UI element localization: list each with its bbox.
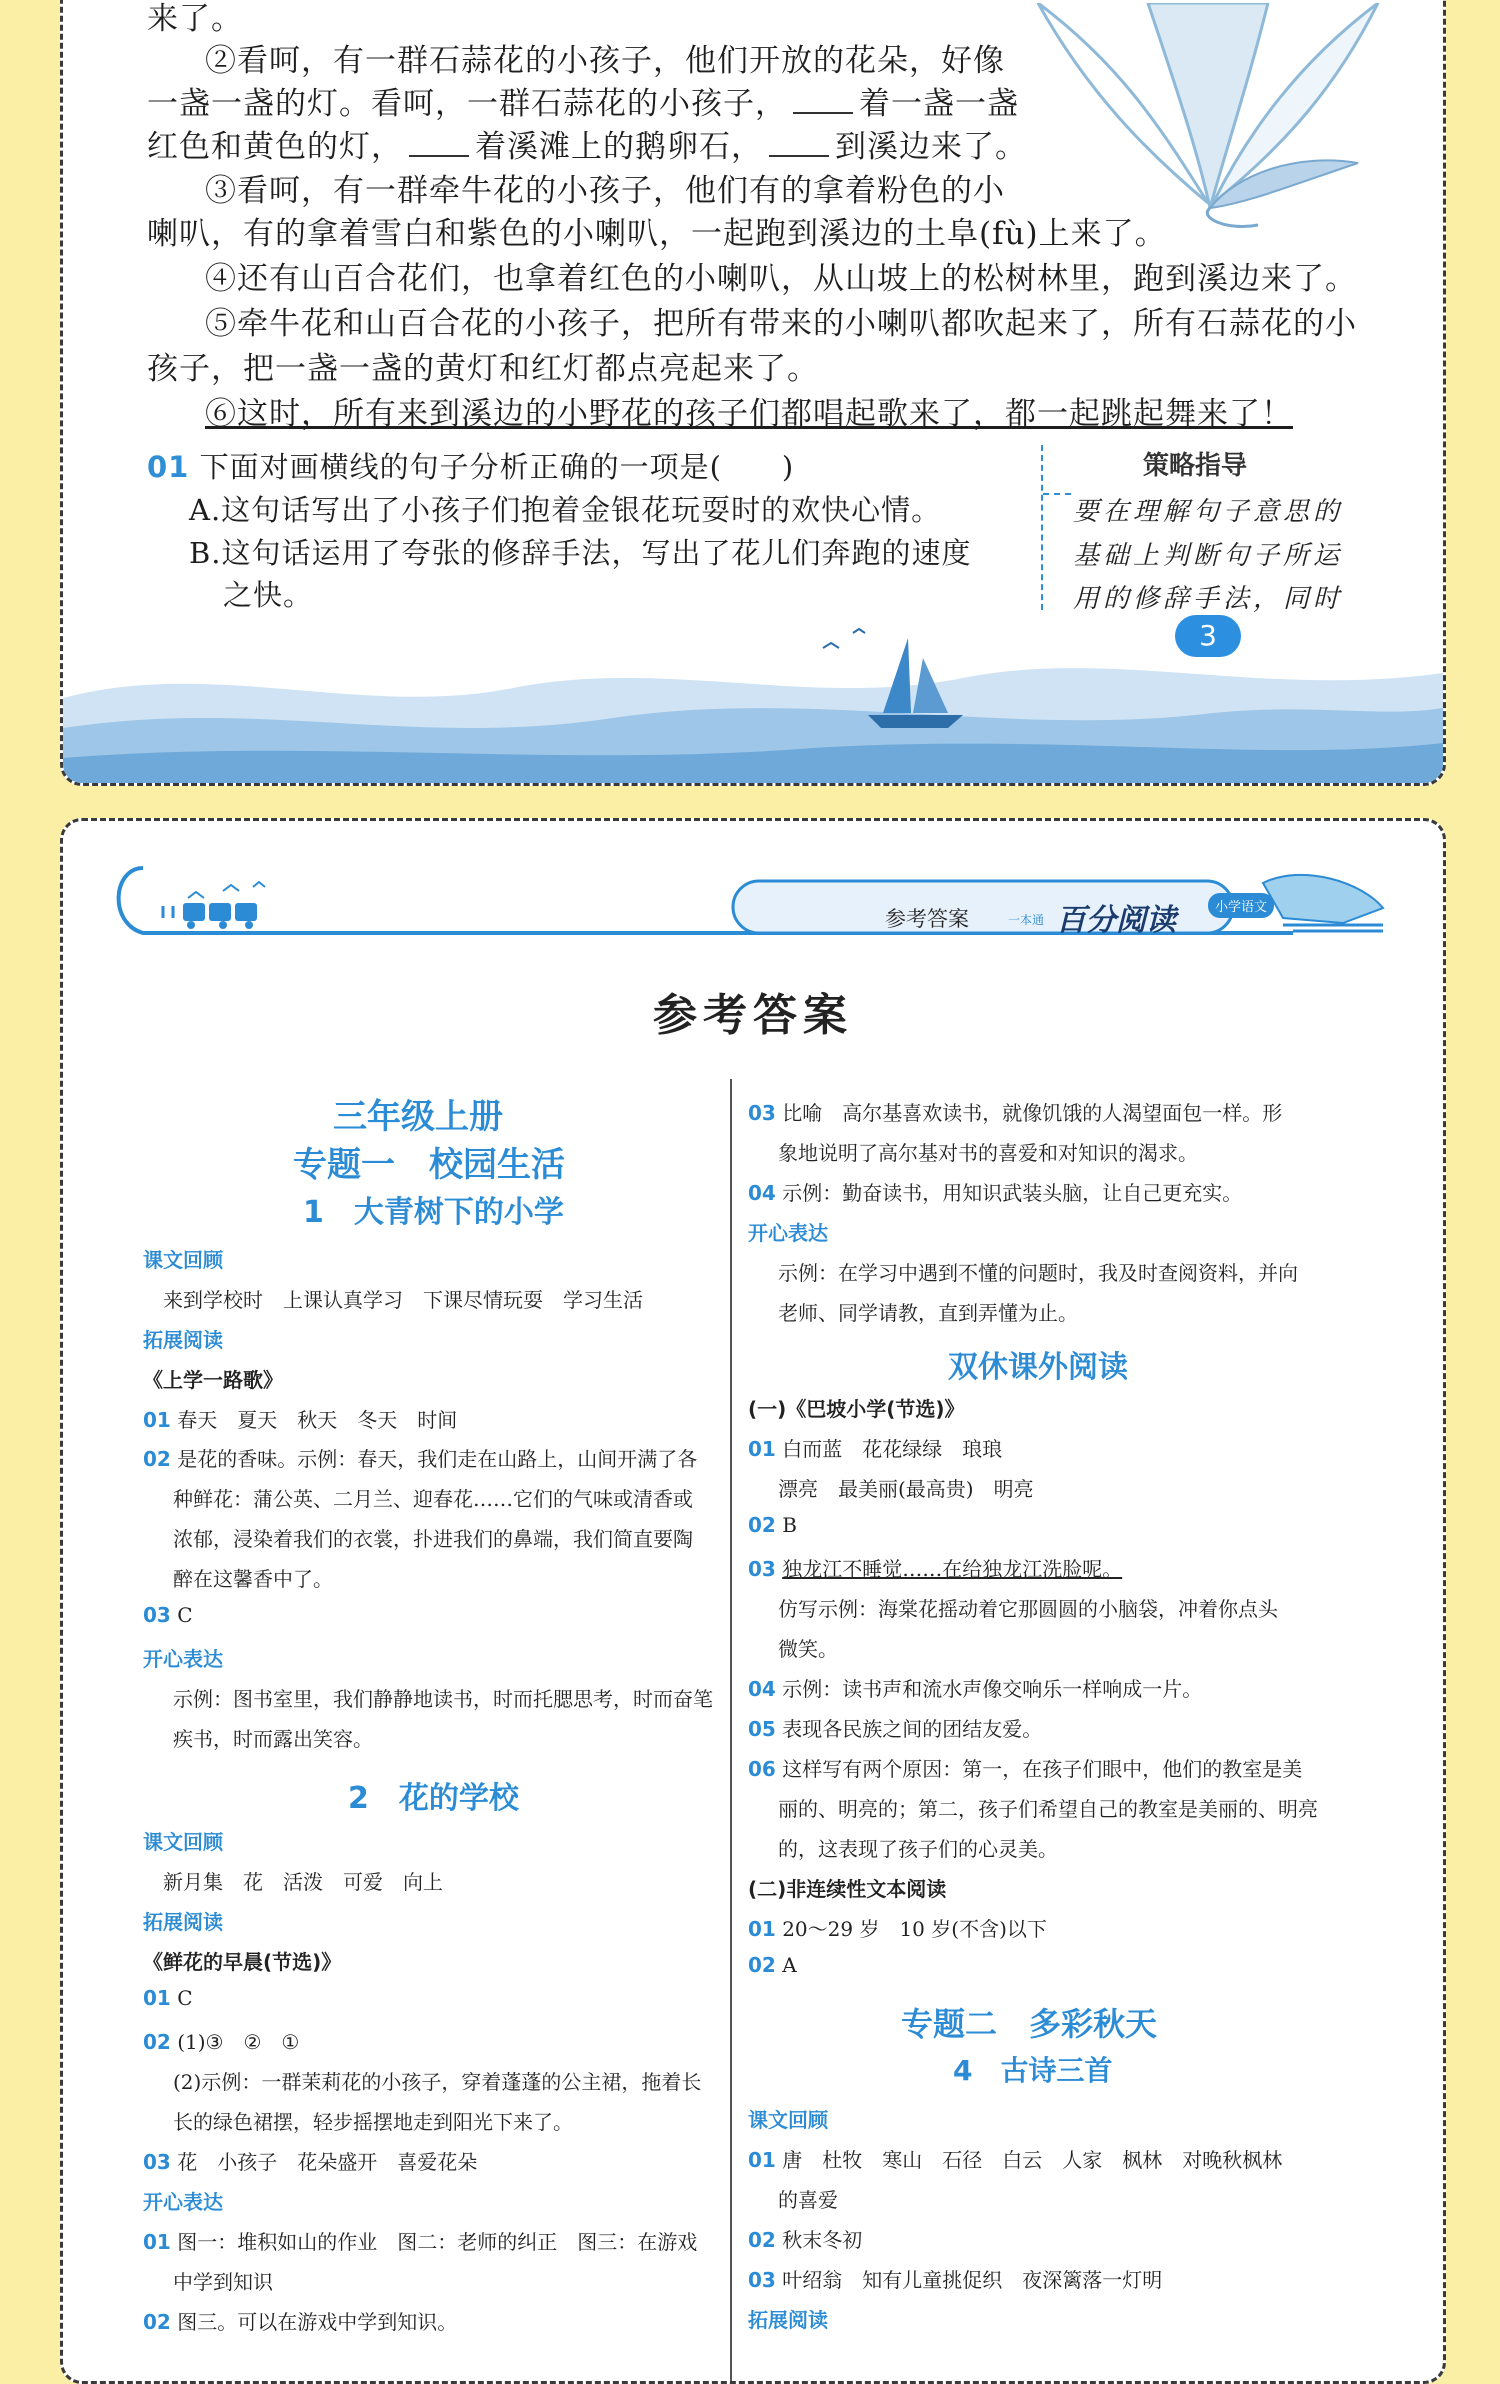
answer-line: [748, 2264, 1162, 2293]
answer-line: [143, 1603, 193, 1627]
answer-number: 01: [748, 2148, 776, 2172]
answer-text: 示例：读书声和流水声像交响乐一样响成一片。: [782, 1677, 1203, 1701]
answer-line: [143, 2306, 457, 2335]
paragraph-line: ⑤牵牛花和山百合花的小孩子，把所有带来的小喇叭都吹起来了，所有石蒜花的小: [205, 306, 1357, 342]
answer-line: [748, 2224, 862, 2253]
answer-line: [748, 1753, 1302, 1782]
question-text: 下面对画横线的句子分析正确的一项是( ): [199, 450, 795, 484]
answer-number: 03: [748, 2268, 776, 2292]
brand-badge: 小学语文: [1208, 893, 1274, 918]
section-label: 拓展阅读: [143, 1910, 223, 1934]
answer-line: 老师、同学请教，直到弄懂为止。: [778, 1301, 1078, 1325]
lily-illustration: [998, 3, 1418, 233]
unit-heading: 专题二 多彩秋天: [901, 2005, 1158, 2043]
section-label: 课文回顾: [143, 1248, 223, 1272]
answer-number: 03: [748, 1101, 776, 1125]
answer-number: 02: [748, 2228, 776, 2252]
paragraph-line: [147, 78, 1019, 123]
answer-line: [748, 1433, 1002, 1462]
paragraph-line: 喇叭，有的拿着雪白和紫色的小喇叭，一起跑到溪边的土阜(fù)上来了。: [147, 216, 1167, 252]
answer-number: 02: [748, 1953, 776, 1977]
page-title: 参考答案: [653, 990, 853, 1041]
paragraph-text: 一盏一盏的灯。看呵，一群石蒜花的小孩子，: [147, 86, 787, 122]
answer-line: [748, 2144, 1282, 2173]
section-label: 拓展阅读: [143, 1328, 223, 1352]
fill-blank[interactable]: [793, 112, 853, 114]
answer-line: (2)示例：一群茉莉花的小孩子，穿着蓬蓬的公主裙，拖着长: [173, 2070, 702, 2094]
answer-text: C: [177, 1986, 193, 2010]
brand-name: 百分阅读: [1056, 903, 1176, 938]
header-label: 参考答案: [885, 907, 969, 931]
answer-number: 02: [143, 2030, 171, 2054]
tip-line: 要在理解句子意思的: [1073, 497, 1344, 527]
answer-number: 02: [748, 1513, 776, 1537]
answer-line: 疾书，时而露出笑容。: [173, 1727, 373, 1751]
tip-divider: [1041, 445, 1043, 610]
answer-number: 04: [748, 1181, 776, 1205]
answer-line: 仿写示例：海棠花摇动着它那圆圆的小脑袋，冲着你点头: [778, 1597, 1278, 1621]
answer-line: 的喜爱: [778, 2188, 838, 2212]
paragraph-text: 着溪滩上的鹅卵石，: [475, 129, 763, 165]
tip-arrow: [1043, 493, 1071, 495]
grade-heading: 三年级上册: [333, 1097, 503, 1137]
answer-text: C: [177, 1603, 193, 1627]
paragraph-line: ②看呵，有一群石蒜花的小孩子，他们开放的花朵，好像: [205, 43, 1005, 79]
answer-number: 01: [143, 2230, 171, 2254]
paragraph-line: 孩子，把一盏一盏的黄灯和红灯都点亮起来了。: [147, 351, 819, 387]
answer-text: (1)③ ② ①: [177, 2030, 300, 2054]
answer-number: 01: [143, 1408, 171, 1432]
answer-number: 03: [143, 2150, 171, 2174]
answer-text: 图三。可以在游戏中学到知识。: [177, 2310, 458, 2334]
answer-text: 白而蓝 花花绿绿 琅琅: [782, 1437, 1003, 1461]
paragraph-line: ④还有山百合花们，也拿着红色的小喇叭，从山坡上的松树林里，跑到溪边来了。: [205, 261, 1357, 297]
answer-text: 这样写有两个原因：第一，在孩子们眼中，他们的教室是美: [782, 1757, 1303, 1781]
answer-line: [748, 1097, 1282, 1126]
answer-line: 示例：在学习中遇到不懂的问题时，我及时查阅资料，并向: [778, 1261, 1298, 1285]
answer-line: [143, 1404, 457, 1433]
tip-title: 策略指导: [1143, 451, 1248, 481]
answer-line: 中学到知识: [173, 2270, 273, 2294]
answer-text: 唐 杜牧 寒山 石径 白云 人家 枫林 对晚秋枫林: [782, 2148, 1283, 2172]
section-label: 开心表达: [143, 1647, 223, 1671]
answer-line: 来到学校时 上课认真学习 下课尽情玩耍 学习生活: [163, 1288, 643, 1312]
answer-number: 01: [143, 1986, 171, 2010]
fill-blank[interactable]: [409, 155, 469, 157]
lesson-heading: 2 花的学校: [348, 1781, 519, 1816]
answer-text: 比喻 高尔基喜欢读书，就像饥饿的人渴望面包一样。形: [782, 1101, 1283, 1125]
answer-line: 新月集 花 活泼 可爱 向上: [163, 1870, 443, 1894]
answer-line: 示例：图书室里，我们静静地读书，时而托腮思考，时而奋笔: [173, 1687, 713, 1711]
answer-text: 图一：堆积如山的作业 图二：老师的纠正 图三：在游戏: [177, 2230, 698, 2254]
answer-line: 微笑。: [778, 1637, 838, 1661]
tip-line: 用的修辞手法，同时: [1073, 584, 1344, 614]
answer-line: 象地说明了高尔基对书的喜爱和对知识的渴求。: [778, 1141, 1198, 1165]
paragraph-line: [147, 121, 1027, 166]
reading-title: (二)非连续性文本阅读: [748, 1877, 947, 1901]
paragraph-line: ③看呵，有一群牵牛花的小孩子，他们有的拿着粉色的小: [205, 173, 1005, 209]
section-label: 课文回顾: [143, 1830, 223, 1854]
answer-line: [748, 1713, 1042, 1742]
option-b[interactable]: B.这句话运用了夸张的修辞手法，写出了花儿们奔跑的速度: [189, 536, 972, 570]
reading-title: (一)《巴坡小学(节选)》: [748, 1397, 965, 1421]
unit-heading: 专题一 校园生活: [293, 1145, 565, 1185]
section-label: 开心表达: [143, 2190, 223, 2214]
answer-line: 浓郁，浸染着我们的衣裳，扑进我们的鼻端，我们简直要陶: [173, 1527, 693, 1551]
weekend-reading-heading: 双休课外阅读: [948, 1350, 1128, 1385]
answer-number: 03: [143, 1603, 171, 1627]
option-b-continued: 之快。: [223, 578, 314, 612]
answer-line: [748, 1913, 1047, 1942]
option-a[interactable]: A.这句话写出了小孩子们抱着金银花玩耍时的欢快心情。: [189, 493, 942, 527]
answer-text: 春天 夏天 秋天 冬天 时间: [177, 1408, 458, 1432]
answer-line: [143, 1986, 193, 2010]
answer-line: [748, 1553, 1122, 1582]
section-label: 拓展阅读: [748, 2308, 828, 2332]
answer-text: 是花的香味。示例：春天，我们走在山路上，山间开满了各: [177, 1447, 698, 1471]
answer-text: 独龙江不睡觉……在给独龙江洗脸呢。: [782, 1557, 1123, 1581]
answer-text: B: [782, 1513, 797, 1537]
answer-line: [748, 1953, 797, 1977]
answer-text: 示例：勤奋读书，用知识武装头脑，让自己更充实。: [782, 1181, 1243, 1205]
answer-line: [748, 1513, 797, 1537]
answer-line: 种鲜花：蒲公英、二月兰、迎春花……它们的气味或清香或: [173, 1487, 693, 1511]
answer-number: 02: [143, 1447, 171, 1471]
reading-title: 《鲜花的早晨(节选)》: [143, 1950, 342, 1974]
answer-line: 丽的、明亮的；第二，孩子们希望自己的教室是美丽的、明亮: [778, 1797, 1318, 1821]
answer-text: 表现各民族之间的团结友爱。: [782, 1717, 1043, 1741]
answer-text: 叶绍翁 知有儿童挑促织 夜深篱落一灯明: [782, 2268, 1163, 2292]
answer-line: [143, 2226, 697, 2255]
answer-line: 醉在这馨香中了。: [173, 1567, 333, 1591]
brand-prefix: 一本通: [1008, 913, 1045, 927]
section-label: 课文回顾: [748, 2108, 828, 2132]
answer-number: 05: [748, 1717, 776, 1741]
answer-line: 漂亮 最美丽(最高贵) 明亮: [778, 1477, 1034, 1501]
tip-line: 基础上判断句子所运: [1073, 541, 1344, 571]
answer-line: [748, 1673, 1202, 1702]
answer-line: [143, 2146, 477, 2175]
answer-number: 04: [748, 1677, 776, 1701]
answer-line: [143, 1443, 697, 1472]
paragraph-text: 到溪边来了。: [835, 129, 1027, 165]
paragraph-text: 着一盏一盏: [859, 86, 1019, 122]
lesson-heading: 4 古诗三首: [953, 2054, 1113, 2087]
reading-page-card: [60, 0, 1446, 786]
question-number: 01: [147, 450, 190, 484]
answer-number: 03: [748, 1557, 776, 1581]
answer-line: 的，这表现了孩子们的心灵美。: [778, 1837, 1058, 1861]
answer-text: A: [782, 1953, 797, 1977]
column-divider: [730, 1079, 732, 2384]
paragraph-line: 来了。: [147, 1, 243, 37]
answer-line: [748, 1177, 1242, 1206]
paragraph-text: 红色和黄色的灯，: [147, 129, 403, 165]
answer-text: 花 小孩子 花朵盛开 喜爱花朵: [177, 2150, 478, 2174]
section-label: 开心表达: [748, 1221, 828, 1245]
underlined-sentence: ⑥这时，所有来到溪边的小野花的孩子们都唱起歌来了，都一起跳起舞来了！: [205, 396, 1293, 432]
question-stem: [147, 445, 794, 486]
fill-blank[interactable]: [769, 155, 829, 157]
reading-title: 《上学一路歌》: [143, 1368, 283, 1392]
answer-number: 01: [748, 1437, 776, 1461]
answer-page-card: [60, 818, 1446, 2384]
lesson-heading: 1 大青树下的小学: [303, 1195, 564, 1230]
page-number-badge: 3: [1175, 615, 1241, 657]
answer-number: 01: [748, 1917, 776, 1941]
answer-number: 06: [748, 1757, 776, 1781]
answer-text: 20～29 岁 10 岁(不含)以下: [782, 1917, 1047, 1941]
answer-number: 02: [143, 2310, 171, 2334]
answer-line: [143, 2026, 299, 2055]
answer-text: 秋末冬初: [782, 2228, 863, 2252]
answer-line: 长的绿色裙摆，轻步摇摆地走到阳光下来了。: [173, 2110, 573, 2134]
